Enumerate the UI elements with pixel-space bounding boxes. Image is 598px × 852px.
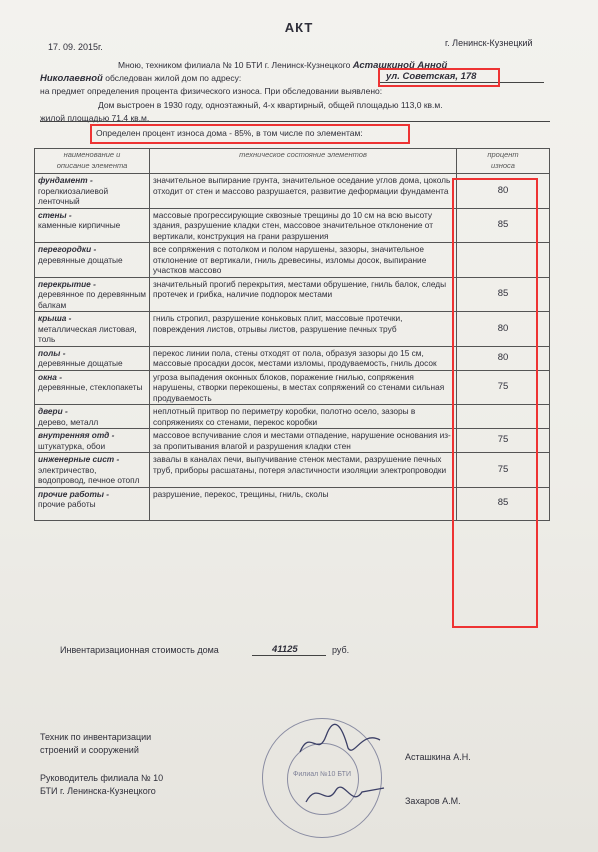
sign1-role-b: строений и сооружений bbox=[40, 745, 139, 755]
signature-1 bbox=[296, 722, 386, 762]
address: ул. Советская, 178 bbox=[386, 71, 477, 82]
table-row: стены - каменные кирпичные массовые прогрессирующие сквозные трещины до 10 см на всю высоту здания, разрушение кладки стен, массовое значительное отклонение от вертикали, конструкция на грани разрушения 85 bbox=[35, 208, 550, 243]
house-description-1: Дом выстроен в 1930 году, одноэтажный, 4-х квартирный, общей площадью 113,0 кв.м. bbox=[98, 100, 443, 110]
house-description-2: жилой площадью 71,4 кв.м. bbox=[40, 113, 150, 123]
table-row: прочие работы - прочие работы разрушение, перекос, трещины, гниль, сколы 85 bbox=[35, 487, 550, 520]
document-city: г. Ленинск-Кузнецкий bbox=[445, 38, 533, 48]
valuation-value: 41125 bbox=[272, 644, 298, 655]
table-row: крыша - металлическая листовая, толь гниль стропил, разрушение коньковых плит, массовые протечки, повреждения листов, отрывы листов, разрушение печных труб 80 bbox=[35, 312, 550, 347]
inspector-name: Асташкиной Анной bbox=[352, 60, 448, 71]
sign2-name: Захаров А.М. bbox=[405, 796, 461, 806]
table-row: перекрытие - деревянное по деревянным балкам значительный прогиб перекрытия, местами обрушение, гниль балок, следы протечек и грибка, наличие подпорок местами 85 bbox=[35, 277, 550, 312]
stamp-text: Филиал №10 БТИ bbox=[293, 771, 351, 778]
valuation-unit: руб. bbox=[332, 645, 350, 655]
table-row: фундамент - горелкиозалиевой ленточный значительное выпирание грунта, значительное оседание углов дома, цоколь отходит от стен и массово разрушается, развитие деформации фундамента 80 bbox=[35, 174, 550, 209]
intro-line-1: Мною, техником филиала № 10 БТИ г. Ленинск-Кузнецкого Асташкиной Анной bbox=[118, 60, 448, 71]
sign2-role-a: Руководитель филиала № 10 bbox=[40, 773, 164, 783]
percent-column-highlight bbox=[452, 178, 538, 628]
purpose-text: на предмет определения процента физического износа. При обследовании выявлено: bbox=[40, 86, 383, 96]
document-date: 17. 09. 2015г. bbox=[48, 42, 103, 52]
valuation-label: Инвентаризационная стоимость дома bbox=[60, 645, 219, 655]
header-element: наименование и описание элемента bbox=[35, 149, 150, 174]
document-title: АКТ bbox=[284, 20, 314, 35]
sign2-role-b: БТИ г. Ленинска-Кузнецкого bbox=[40, 786, 156, 796]
description-underline bbox=[40, 121, 550, 122]
wear-statement: Определен процент износа дома - 85%, в том числе по элементам: bbox=[96, 128, 363, 138]
valuation-underline bbox=[252, 655, 326, 656]
table-row: внутренняя отд - штукатурка, обои массовое вспучивание слоя и местами отпадение, нарушение основания из-за пропитывания влагой и разрушения кладки стен 75 bbox=[35, 429, 550, 453]
wear-statement-highlight bbox=[90, 124, 410, 144]
table-row: двери - дерево, металл неплотный притвор по периметру коробки, полотно осело, зазоры в сопряжениях со стенами, перекос коробки bbox=[35, 405, 550, 429]
signature-2 bbox=[300, 778, 390, 814]
table-row: инженерные сист - электричество, водопровод, печное отопл завалы в каналах печи, выпучивание стенок местами, разрушение печных труб, приборы расшатаны, потеря эластичности изоляции электропроводки 75 bbox=[35, 453, 550, 488]
header-percent: процент износа bbox=[457, 149, 550, 174]
table-row: окна - деревянные, стеклопакеты угроза выпадения оконных блоков, поражение гнилью, сопряжения нарушены, створки перекошены, в местах сопряжений со стенами сильная продуваемость 75 bbox=[35, 370, 550, 405]
sign1-role-a: Техник по инвентаризации bbox=[40, 732, 152, 742]
header-state: техническое состояние элементов bbox=[150, 149, 457, 174]
sign1-name: Асташкина А.Н. bbox=[405, 752, 471, 762]
address-highlight bbox=[378, 68, 500, 87]
intro-line-2: Николаевной обследован жилой дом по адресу: bbox=[40, 73, 242, 84]
table-row: перегородки - деревянные дощатые все сопряжения с потолком и полом нарушены, зазоры, значительное отклонение от вертикали, гниль древесины, изломы досок, выпирание участков массово bbox=[35, 243, 550, 278]
table-row: полы - деревянные дощатые перекос линии пола, стены отходят от пола, образуя зазоры до 15 см, массовые просадки досок, местами изломы, продуваемость, гниль досок 80 bbox=[35, 346, 550, 370]
table-header bbox=[35, 149, 550, 174]
